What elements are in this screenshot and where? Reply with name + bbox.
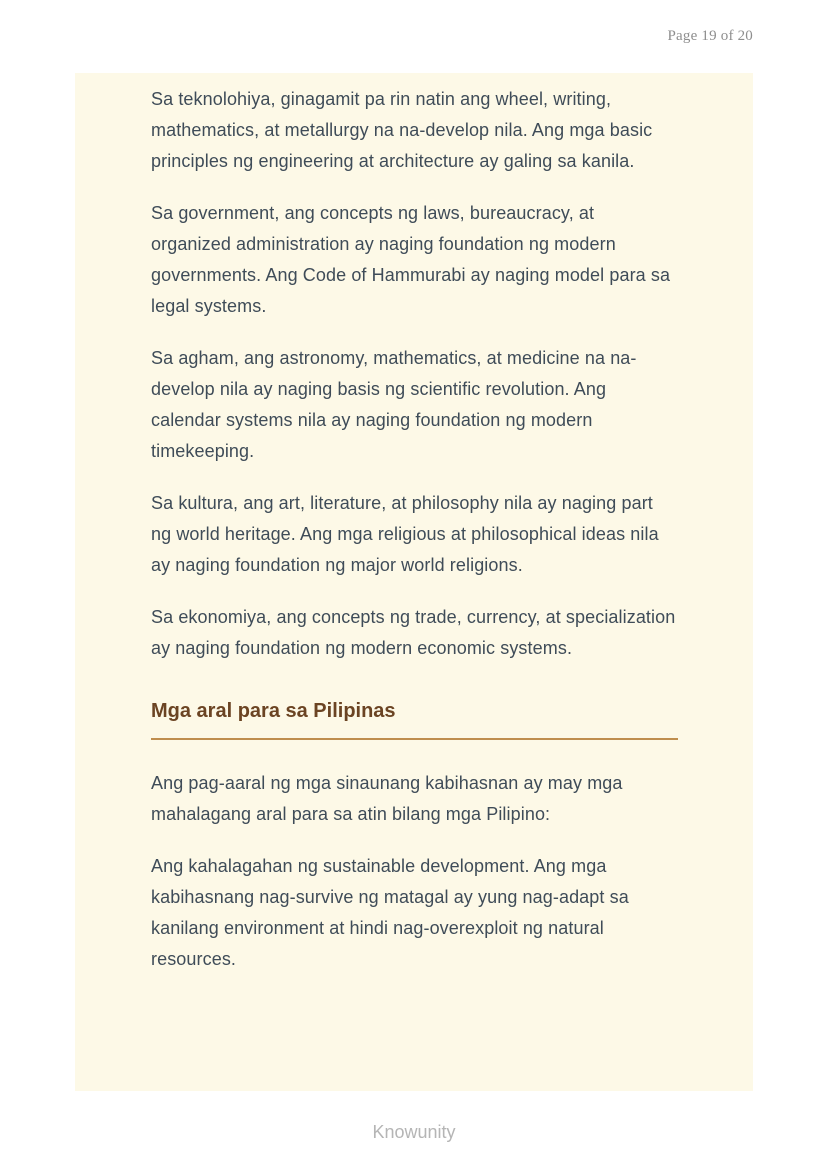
- section-heading: Mga aral para sa Pilipinas: [151, 698, 678, 740]
- paragraph-government: Sa government, ang concepts ng laws, bureaucracy, at organized administration ay naging foundation ng modern governments. Ang Code of Hammurabi ay naging model para sa legal systems.: [151, 203, 671, 316]
- paragraph-economy: Sa ekonomiya, ang concepts ng trade, currency, at specialization ay naging foundation ng modern economic systems.: [151, 607, 676, 658]
- paragraph-lessons-intro: Ang pag-aaral ng mga sinaunang kabihasnan ay may mga mahalagang aral para sa atin bilang mga Pilipino:: [151, 773, 623, 824]
- page-number: Page 19 of 20: [667, 28, 753, 44]
- paragraph-science: Sa agham, ang astronomy, mathematics, at medicine na na-develop nila ay naging basis ng scientific revolution. Ang calendar systems nila ay naging foundation ng modern timekeeping.: [151, 348, 637, 461]
- paragraph-culture: Sa kultura, ang art, literature, at philosophy nila ay naging part ng world heritage. Ang mga religious at philosophical ideas nila ay naging foundation ng major world religions.: [151, 493, 659, 575]
- content-panel: [75, 73, 753, 1091]
- footer-brand: Knowunity: [372, 1122, 456, 1142]
- paragraph-sustainable-development: Ang kahalagahan ng sustainable development. Ang mga kabihasnang nag-survive ng matagal ay yung nag-adapt sa kanilang environment at hindi nag-overexploit ng natural resources.: [151, 856, 629, 969]
- paragraph-technology: Sa teknolohiya, ginagamit pa rin natin ang wheel, writing, mathematics, at metallurgy na na-develop nila. Ang mga basic principles ng engineering at architecture ay galing sa kanila.: [151, 89, 653, 171]
